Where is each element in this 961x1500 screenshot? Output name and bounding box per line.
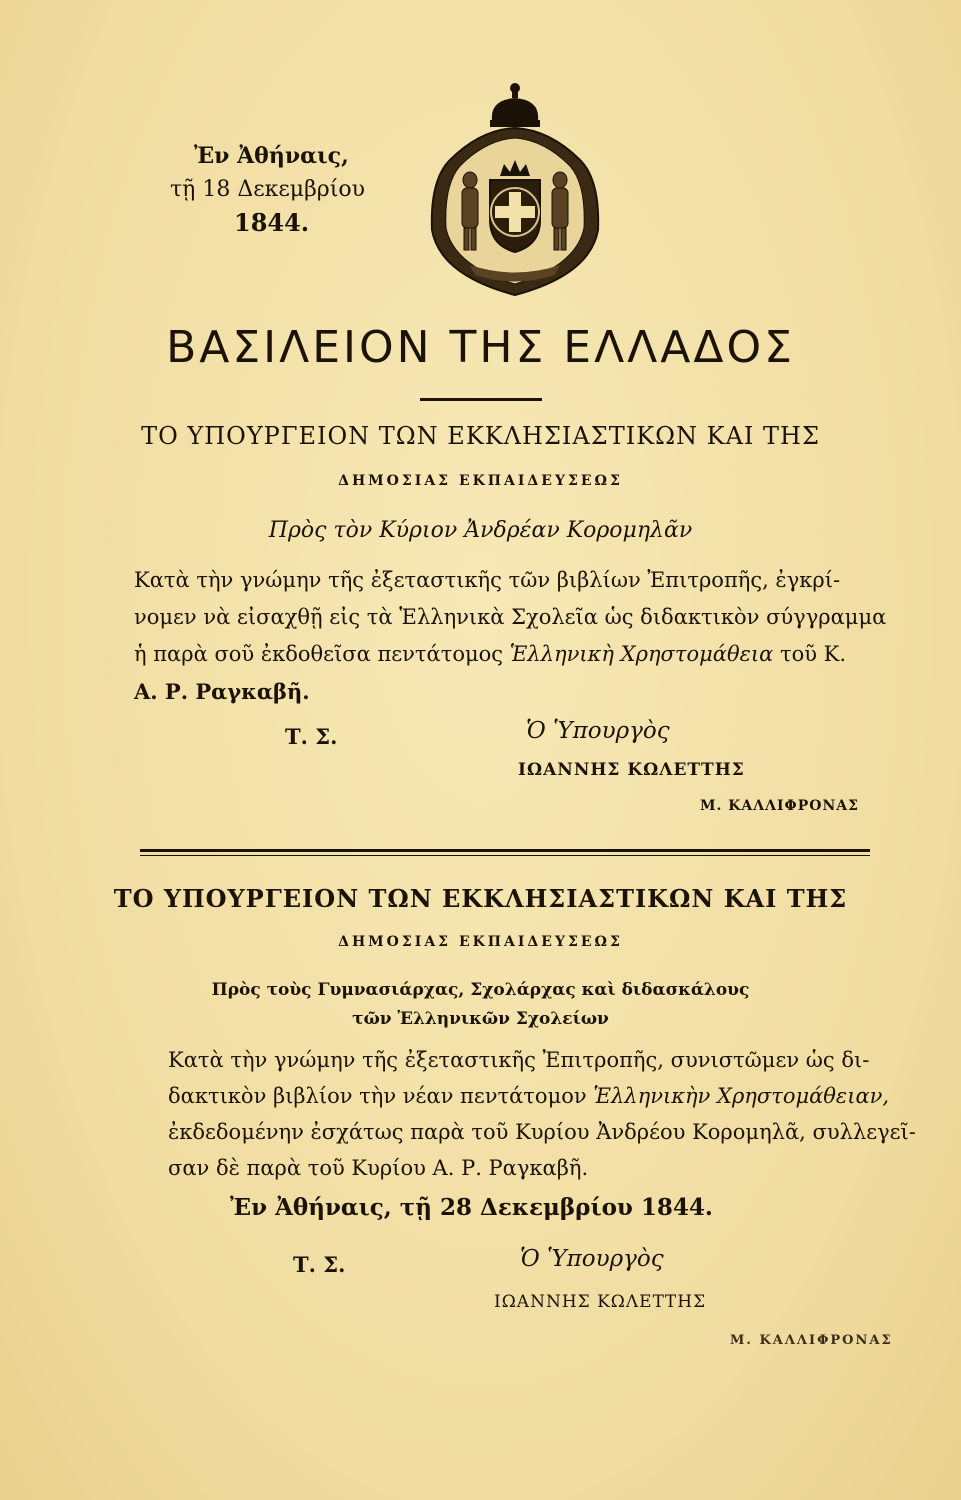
dateline-day: τῇ 18 Δεκεμβρίου: [170, 177, 365, 202]
body-line: Α. Ρ. Ραγκαβῆ.: [134, 679, 310, 704]
section-divider-thin: [140, 855, 870, 856]
seal-mark: Τ. Σ.: [285, 724, 338, 749]
dateline-bottom: Ἐν Ἀθήναις, τῇ 28 Δεκεμβρίου 1844.: [230, 1194, 713, 1221]
secretary-name: Μ. ΚΑΛΛΙΦΡΟΝΑΣ: [730, 1333, 893, 1348]
body-line: Κατὰ τὴν γνώμην τῆς ἐξεταστικῆς Ἐπιτροπῆς, συνιστῶμεν ὡς δι-: [168, 1048, 870, 1072]
addressee: Πρὸς τοὺς Γυμνασιάρχας, Σχολάρχας καὶ διδασκάλους: [211, 980, 750, 1000]
body-line: [134, 636, 847, 673]
education-heading: ΔΗΜΟΣΙΑΣ ΕΚΠΑΙΔΕΥΣΕΩΣ: [338, 473, 623, 489]
seal-mark: Τ. Σ.: [293, 1252, 346, 1277]
coat-of-arms-icon: [420, 80, 610, 300]
ministry-heading: ΤΟ ΥΠΟΥΡΓΕΙΟΝ ΤΩΝ ΕΚΚΛΗΣΙΑΣΤΙΚΩΝ ΚΑΙ ΤΗΣ: [113, 884, 848, 913]
body-line: ἐκδεδομένην ἐσχάτως παρὰ τοῦ Κυρίου Ἀνδρέου Κορομηλᾶ, συλλεγεῖ-: [168, 1120, 916, 1144]
minister-title: Ὁ Ὑπουργὸς: [520, 1246, 664, 1272]
section-divider: [140, 849, 870, 852]
body-text: τοῦ Κ.: [779, 642, 847, 666]
dateline-year: 1844.: [234, 208, 310, 237]
body-line: [168, 1078, 890, 1114]
secretary-name: Μ. ΚΑΛΛΙΦΡΟΝΑΣ: [700, 798, 860, 814]
education-heading: ΔΗΜΟΣΙΑΣ ΕΚΠΑΙΔΕΥΣΕΩΣ: [338, 934, 623, 950]
body-text: δακτικὸν βιβλίον τὴν νέαν πεντάτομον: [168, 1084, 587, 1108]
book-title: Ἑλληνικὴ Χρηστομάθεια: [509, 642, 774, 666]
recommendation-body: [168, 1042, 916, 1186]
body-line: νομεν νὰ εἰσαχθῇ εἰς τὰ Ἑλληνικὰ Σχολεῖα ὡς διδακτικὸν σύγγραμμα: [134, 605, 887, 629]
title-rule: [420, 398, 542, 401]
minister-name: ΙΩΑΝΝΗΣ ΚΩΛΕΤΤΗΣ: [494, 1292, 707, 1312]
kingdom-title: ΒΑΣΙΛΕΙΟΝ ΤΗΣ ΕΛΛΑΔΟΣ: [166, 322, 795, 373]
body-text: ἡ παρὰ σοῦ ἐκδοθεῖσα πεντάτομος: [134, 642, 504, 666]
book-title: Ἑλληνικὴν Χρηστομάθειαν,: [593, 1084, 890, 1108]
decree-body: [134, 562, 887, 710]
addressee: τῶν Ἑλληνικῶν Σχολείων: [352, 1009, 609, 1029]
dateline-place: Ἐν Ἀθήναις,: [194, 143, 349, 169]
ministry-heading: ΤΟ ΥΠΟΥΡΓΕΙΟΝ ΤΩΝ ΕΚΚΛΗΣΙΑΣΤΙΚΩΝ ΚΑΙ ΤΗΣ: [141, 422, 820, 450]
minister-name: ΙΩΑΝΝΗΣ ΚΩΛΕΤΤΗΣ: [518, 760, 745, 780]
addressee: Πρὸς τὸν Κύριον Ἀνδρέαν Κορομηλᾶν: [268, 518, 693, 543]
body-line: σαν δὲ παρὰ τοῦ Κυρίου Α. Ρ. Ραγκαβῆ.: [168, 1156, 589, 1180]
minister-title: Ὁ Ὑπουργὸς: [526, 718, 670, 744]
body-line: Κατὰ τὴν γνώμην τῆς ἐξεταστικῆς τῶν βιβλίων Ἐπιτροπῆς, ἐγκρί-: [134, 568, 841, 592]
dateline-top: [168, 140, 368, 239]
